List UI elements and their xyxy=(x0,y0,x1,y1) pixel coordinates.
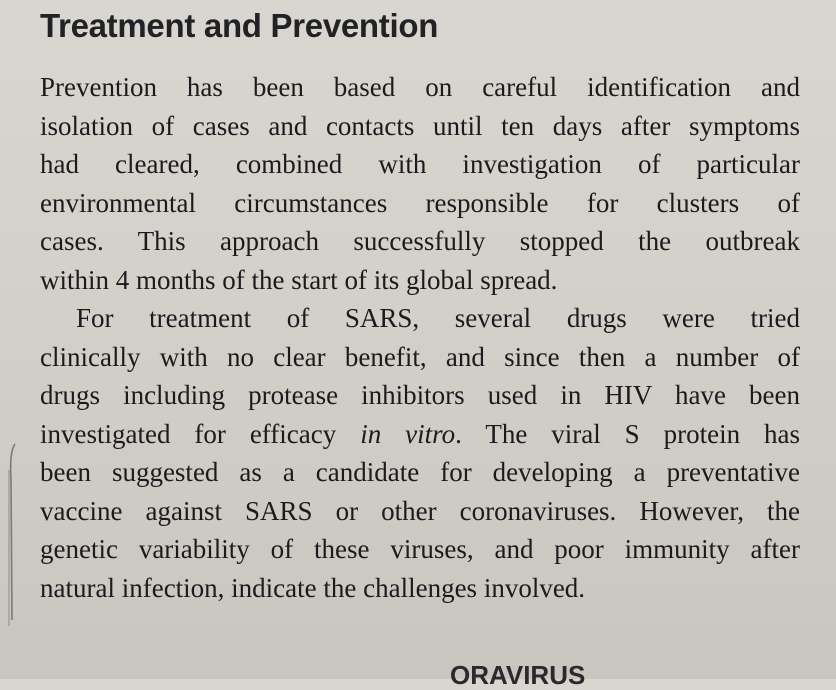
text-line: environmental circumstances responsible for clusters of xyxy=(40,187,800,218)
text-line: For treatment of SARS, several drugs were tried xyxy=(76,303,800,333)
text-segment: investigated for efficacy xyxy=(40,418,361,449)
paragraph-treatment xyxy=(40,299,800,607)
section-heading: Treatment and Prevention xyxy=(40,7,439,44)
text-line: isolation of cases and contacts until ten days after symptoms xyxy=(40,110,800,141)
text-line: drugs including protease inhibitors used in HIV have been xyxy=(40,380,800,410)
text-segment: . The viral S protein has xyxy=(455,418,800,449)
text-line: cases. This approach successfully stopped the outbreak xyxy=(40,226,800,256)
text-line: natural infection, indicate the challenges involved. xyxy=(40,572,586,603)
text-line: genetic variability of these viruses, and poor immunity after xyxy=(40,534,800,564)
italic-term: in vitro xyxy=(360,418,456,449)
paragraph-prevention xyxy=(40,68,800,299)
text-line: had cleared, combined with investigation of particular xyxy=(40,149,800,179)
next-section-heading-fragment: ORAVIRUS xyxy=(450,660,586,690)
text-line: vaccine against SARS or other coronaviruses. However, the xyxy=(40,495,800,526)
text-line: been suggested as a candidate for developing a preventative xyxy=(40,457,800,487)
text-line-with-italic xyxy=(40,415,800,454)
text-line: Prevention has been based on careful identification and xyxy=(40,72,800,102)
text-line: clinically with no clear benefit, and since then a number of xyxy=(40,341,800,372)
section-body xyxy=(40,68,800,607)
margin-pencil-mark xyxy=(6,440,18,630)
text-line: within 4 months of the start of its global spread. xyxy=(40,264,558,295)
